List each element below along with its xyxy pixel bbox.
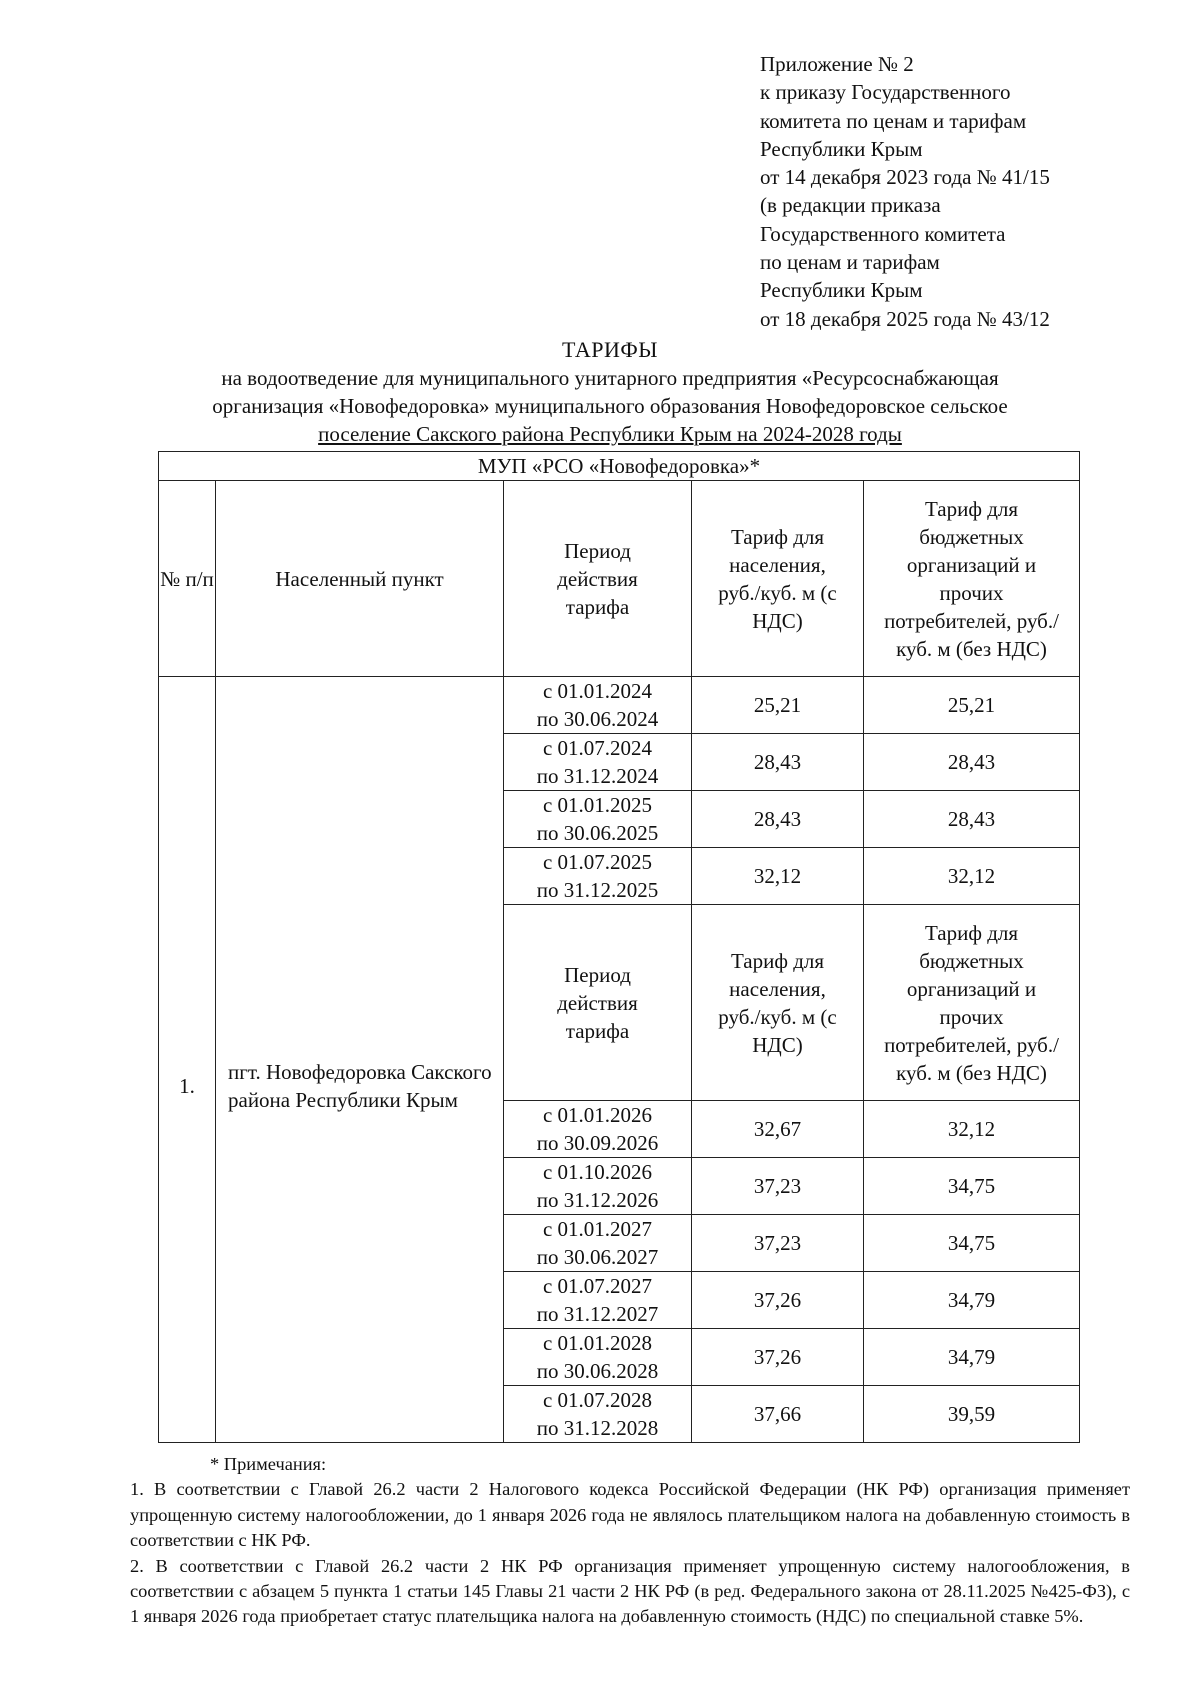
appendix-line: комитета по ценам и тарифам [760,108,1027,133]
subtitle-line: поселение Сакского района Республики Крым на 2024-2028 годы [318,422,902,446]
period-cell [504,734,692,791]
header-period: Период действия тарифа [504,481,692,677]
place-cell: пгт. Новофедоровка Сакского района Республики Крым [216,677,504,1443]
period-from: с 01.07.2024 [542,736,653,760]
budget-tariff-cell: 32,12 [864,1101,1080,1158]
appendix-line: к приказу Государственного [760,80,1011,105]
period-from: с 01.01.2028 [542,1331,653,1355]
period-from: с 01.01.2027 [542,1217,653,1241]
period-to: по 31.12.2027 [536,1302,659,1326]
table-row [159,677,1080,734]
period-from: с 01.01.2024 [542,679,653,703]
appendix-line: от 18 декабря 2025 года № 43/12 [760,306,1050,331]
org-name-cell: МУП «РСО «Новофедоровка»* [159,452,1080,481]
period-cell [504,1272,692,1329]
population-tariff-cell: 37,23 [692,1158,864,1215]
period-from: с 01.01.2026 [542,1103,653,1127]
appendix-line: Государственного комитета [760,221,1006,246]
period-from: с 01.07.2027 [542,1274,653,1298]
appendix-line: (в редакции приказа [760,193,941,218]
period-cell [504,791,692,848]
period-cell [504,1215,692,1272]
period-to: по 30.06.2027 [536,1245,659,1269]
subtitle-line: на водоотведение для муниципального унитарного предприятия «Ресурсоснабжающая [221,366,999,390]
period-to: по 30.06.2028 [536,1359,659,1383]
period-to: по 31.12.2024 [536,764,659,788]
period-to: по 30.09.2026 [536,1131,659,1155]
document-title-block [140,336,1080,448]
population-tariff-cell: 37,23 [692,1215,864,1272]
budget-tariff-cell: 34,79 [864,1329,1080,1386]
budget-tariff-cell: 34,75 [864,1215,1080,1272]
population-tariff-cell: 25,21 [692,677,864,734]
period-to: по 31.12.2026 [536,1188,659,1212]
header-place: Населенный пункт [216,481,504,677]
population-tariff-cell: 32,12 [692,848,864,905]
budget-tariff-cell: 28,43 [864,734,1080,791]
notes-heading: * Примечания: [210,1454,327,1474]
header-period-repeat: Период действия тарифа [504,905,692,1101]
row-number-cell: 1. [159,677,216,1443]
period-to: по 31.12.2025 [536,878,659,902]
period-cell [504,1386,692,1443]
budget-tariff-cell: 34,79 [864,1272,1080,1329]
period-cell [504,848,692,905]
header-budget-repeat: Тариф для бюджетных организаций и прочих потребителей, руб./куб. м (без НДС) [864,905,1080,1101]
appendix-line: Приложение № 2 [760,52,914,76]
period-from: с 01.10.2026 [542,1160,653,1184]
note-item: 2. В соответствии с Главой 26.2 части 2 НК РФ организация применяет упрощенную систему налогообложения, в соответствии с абзацем 5 пункта 1 статьи 145 Главы 21 части 2 НК РФ (в ред. Федерального закона от 28.11.2025 №425-ФЗ), с 1 января 2026 года приобретает статус плательщика налога на добавленную стоимость (НДС) по специальной ставке 5%. [130,1555,1130,1627]
period-to: по 30.06.2025 [536,821,659,845]
header-population-repeat: Тариф для населения, руб./куб. м (с НДС) [692,905,864,1101]
document-title: ТАРИФЫ [562,337,658,362]
population-tariff-cell: 28,43 [692,791,864,848]
tariffs-table [158,451,1080,1443]
org-row [159,452,1080,481]
period-cell [504,1158,692,1215]
period-from: с 01.07.2028 [542,1388,653,1412]
header-population: Тариф для населения, руб./куб. м (с НДС) [692,481,864,677]
subtitle-line: организация «Новофедоровка» муниципального образования Новофедоровское сельское [212,394,1008,418]
header-no: № п/п [159,481,216,677]
period-cell [504,1101,692,1158]
budget-tariff-cell: 25,21 [864,677,1080,734]
note-item: 1. В соответствии с Главой 26.2 части 2 Налогового кодекса Российской Федерации (НК РФ) организация применяет упрощенную систему налогообложении, до 1 января 2026 года не являлось плательщиком налога на добавленную стоимость в соответствии с НК РФ. [130,1479,1130,1551]
header-budget: Тариф для бюджетных организаций и прочих потребителей, руб./куб. м (без НДС) [864,481,1080,677]
period-to: по 31.12.2028 [536,1416,659,1440]
budget-tariff-cell: 34,75 [864,1158,1080,1215]
population-tariff-cell: 28,43 [692,734,864,791]
document-subtitle [140,364,1080,448]
period-from: с 01.01.2025 [542,793,653,817]
appendix-line: от 14 декабря 2023 года № 41/15 [760,165,1050,190]
budget-tariff-cell: 32,12 [864,848,1080,905]
population-tariff-cell: 37,26 [692,1272,864,1329]
period-from: с 01.07.2025 [542,850,653,874]
budget-tariff-cell: 39,59 [864,1386,1080,1443]
population-tariff-cell: 37,66 [692,1386,864,1443]
period-to: по 30.06.2024 [536,707,659,731]
population-tariff-cell: 32,67 [692,1101,864,1158]
population-tariff-cell: 37,26 [692,1329,864,1386]
appendix-line: Республики Крым [760,136,923,161]
appendix-line: Республики Крым [760,278,923,303]
period-cell [504,1329,692,1386]
appendix-line: по ценам и тарифам [760,250,940,275]
notes-block [130,1452,1130,1630]
period-cell [504,677,692,734]
appendix-block [760,50,1180,333]
header-row [159,481,1080,677]
budget-tariff-cell: 28,43 [864,791,1080,848]
